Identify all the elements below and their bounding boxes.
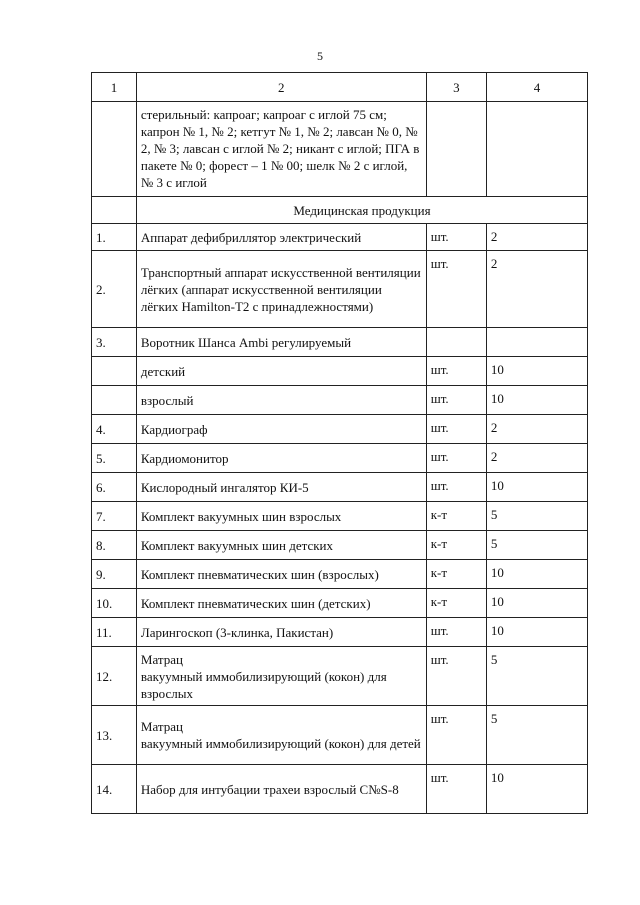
row-name: Транспортный аппарат искусственной вентиляции лёгких (аппарат искусственной вентиляции лёгких Hamilton-T2 с принадлежностями) (136, 251, 426, 328)
row-quantity: 2 (486, 444, 587, 473)
row-name: Матрац вакуумный иммобилизирующий (кокон) для детей (136, 706, 426, 765)
row-quantity: 2 (486, 224, 587, 251)
header-col-3: 3 (426, 73, 486, 102)
table-row (92, 251, 588, 328)
row-quantity: 10 (486, 560, 587, 589)
row-unit: к-т (426, 531, 486, 560)
row-quantity: 5 (486, 706, 587, 765)
row-name: Аппарат дефибриллятор электрический (136, 224, 426, 251)
header-col-2: 2 (136, 73, 426, 102)
row-unit: к-т (426, 502, 486, 531)
row-unit: шт. (426, 251, 486, 328)
row-name: Набор для интубации трахеи взрослый С№S-8 (136, 765, 426, 814)
row-number: 5. (92, 444, 137, 473)
table-row (92, 444, 588, 473)
row-number: 10. (92, 589, 137, 618)
table-row (92, 328, 588, 357)
table-row (92, 589, 588, 618)
section-row (92, 197, 588, 224)
row-unit: к-т (426, 560, 486, 589)
row-quantity: 2 (486, 415, 587, 444)
row-unit: шт. (426, 224, 486, 251)
row-number: 1. (92, 224, 137, 251)
row-quantity: 10 (486, 357, 587, 386)
header-col-1: 1 (92, 73, 137, 102)
row-unit: шт. (426, 647, 486, 706)
row-name: Кардиомонитор (136, 444, 426, 473)
row-unit: к-т (426, 589, 486, 618)
row-unit (426, 328, 486, 357)
row-name: Комплект вакуумных шин детских (136, 531, 426, 560)
continuation-row (92, 102, 588, 197)
row-number: 2. (92, 251, 137, 328)
row-name: Воротник Шанса Ambi регулируемый (136, 328, 426, 357)
continuation-num (92, 102, 137, 197)
products-table (91, 72, 588, 814)
row-number: 14. (92, 765, 137, 814)
continuation-text: стерильный: капроаг; капроаг с иглой 75 см; капрон № 1, № 2; кетгут № 1, № 2; лавсан № 0, № 2, № 3; лавсан с иглой № 2; никант с иглой; ПГА в пакете № 0; форест – 1 № 00; шелк № 2 с иглой, № 3 с иглой (136, 102, 426, 197)
row-number: 6. (92, 473, 137, 502)
table-row (92, 618, 588, 647)
row-number: 12. (92, 647, 137, 706)
row-number: 3. (92, 328, 137, 357)
row-unit: шт. (426, 765, 486, 814)
row-unit: шт. (426, 415, 486, 444)
table-row (92, 765, 588, 814)
row-quantity (486, 328, 587, 357)
row-unit: шт. (426, 444, 486, 473)
table-row (92, 224, 588, 251)
row-number: 7. (92, 502, 137, 531)
row-number: 11. (92, 618, 137, 647)
row-quantity: 10 (486, 386, 587, 415)
section-num (92, 197, 137, 224)
row-quantity: 5 (486, 647, 587, 706)
row-quantity: 5 (486, 531, 587, 560)
row-quantity: 2 (486, 251, 587, 328)
row-quantity: 10 (486, 765, 587, 814)
table-row (92, 386, 588, 415)
row-number (92, 386, 137, 415)
row-name: детский (136, 357, 426, 386)
table-header-row (92, 73, 588, 102)
row-name: взрослый (136, 386, 426, 415)
row-number: 8. (92, 531, 137, 560)
page-number: 5 (317, 49, 323, 63)
table-row (92, 502, 588, 531)
table-row (92, 473, 588, 502)
row-quantity: 10 (486, 618, 587, 647)
row-name: Кардиограф (136, 415, 426, 444)
row-name: Комплект вакуумных шин взрослых (136, 502, 426, 531)
row-name: Кислородный ингалятор КИ-5 (136, 473, 426, 502)
row-number (92, 357, 137, 386)
table-row (92, 357, 588, 386)
row-quantity: 10 (486, 473, 587, 502)
row-unit: шт. (426, 473, 486, 502)
continuation-unit (426, 102, 486, 197)
section-title: Медицинская продукция (136, 197, 587, 224)
table-row (92, 531, 588, 560)
row-quantity: 5 (486, 502, 587, 531)
row-name: Комплект пневматических шин (детских) (136, 589, 426, 618)
continuation-qty (486, 102, 587, 197)
row-name: Комплект пневматических шин (взрослых) (136, 560, 426, 589)
row-quantity: 10 (486, 589, 587, 618)
row-name: Ларингоскоп (3-клинка, Пакистан) (136, 618, 426, 647)
header-col-4: 4 (486, 73, 587, 102)
table-row (92, 706, 588, 765)
table-row (92, 647, 588, 706)
row-unit: шт. (426, 386, 486, 415)
row-number: 13. (92, 706, 137, 765)
table-row (92, 560, 588, 589)
row-unit: шт. (426, 706, 486, 765)
table-row (92, 415, 588, 444)
row-name: Матрац вакуумный иммобилизирующий (кокон) для взрослых (136, 647, 426, 706)
row-number: 4. (92, 415, 137, 444)
row-unit: шт. (426, 357, 486, 386)
row-unit: шт. (426, 618, 486, 647)
row-number: 9. (92, 560, 137, 589)
